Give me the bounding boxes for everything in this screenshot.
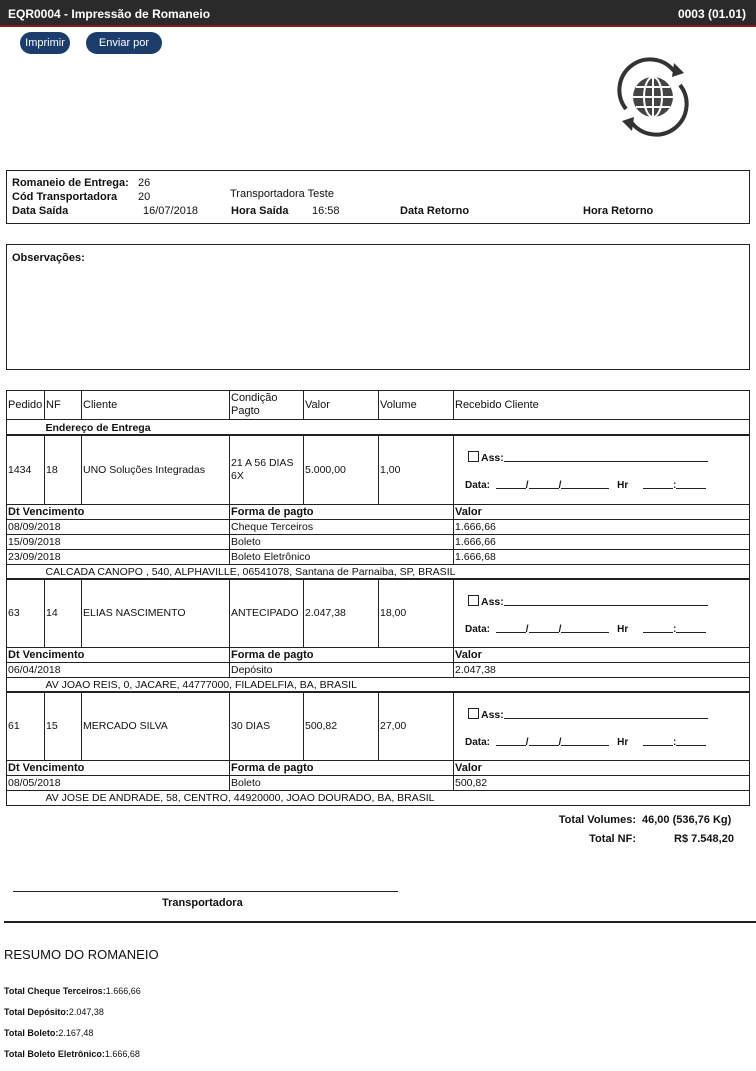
- ass-line: [504, 596, 708, 606]
- total-nf-value: R$ 7.548,20: [674, 833, 734, 845]
- col-cliente: Cliente: [82, 391, 230, 420]
- pedido-cell: 63: [7, 579, 45, 648]
- resumo-item-value: 2.167,48: [58, 1028, 94, 1038]
- payment-row: [7, 663, 750, 678]
- valor-cell: 2.047,38: [304, 579, 379, 648]
- romaneio-info-box: [6, 170, 750, 224]
- ass-line: [504, 709, 708, 719]
- orders-header-table: [6, 390, 750, 436]
- payment-row: [7, 520, 750, 535]
- data-retorno-label: Data Retorno: [400, 205, 470, 217]
- email-button[interactable]: Enviar por Email: [86, 32, 162, 54]
- resumo-item-value: 1.666,66: [105, 986, 141, 996]
- data-saida-value: 16/07/2018: [143, 205, 199, 217]
- vencimento-cell: 08/05/2018: [7, 776, 230, 791]
- vencimento-cell: 15/09/2018: [7, 535, 230, 550]
- total-volumes-label: Total Volumes:: [558, 814, 636, 826]
- address-cell: AV JOSE DE ANDRADE, 58, CENTRO, 44920000, JOAO DOURADO, BA, BRASIL: [45, 791, 750, 806]
- order-table: [6, 691, 750, 806]
- hr-label: Hr: [617, 480, 629, 491]
- nf-cell: 14: [45, 579, 82, 648]
- order-table: [6, 578, 750, 693]
- pay-valor-cell: 2.047,38: [454, 663, 750, 678]
- hr-label: Hr: [617, 624, 629, 635]
- forma-cell: Boleto Eletrônico: [230, 550, 454, 565]
- forma-cell: Cheque Terceiros: [230, 520, 454, 535]
- transportadora-label: Transportadora: [162, 897, 243, 909]
- col-nf: NF: [45, 391, 82, 420]
- address-cell: CALCADA CANOPO , 540, ALPHAVILLE, 06541078, Santana de Parnaiba, SP, BRASIL: [45, 565, 750, 580]
- resumo-item: [4, 1007, 104, 1017]
- ass-label: Ass:: [481, 596, 504, 608]
- condicao-cell: 30 DIAS: [230, 692, 304, 761]
- received-checkbox[interactable]: [468, 708, 479, 719]
- hr-label: Hr: [617, 737, 629, 748]
- signature-cell: Ass: Data: / / Hr :: [454, 692, 750, 761]
- nf-cell: 15: [45, 692, 82, 761]
- resumo-item-value: 1.666,68: [104, 1049, 140, 1059]
- condicao-cell: 21 A 56 DIAS 6X: [230, 435, 304, 505]
- received-checkbox[interactable]: [468, 595, 479, 606]
- col-recebido: Recebido Cliente: [454, 391, 750, 420]
- resumo-item-label: Total Depósito:: [4, 1007, 69, 1017]
- resumo-item-label: Total Boleto:: [4, 1028, 59, 1038]
- resumo-item: [4, 1049, 140, 1059]
- data-label: Data:: [465, 737, 491, 748]
- volume-cell: 18,00: [379, 579, 454, 648]
- condicao-cell: ANTECIPADO: [230, 579, 304, 648]
- hora-saida-label: Hora Saída: [231, 205, 289, 217]
- observacoes-box: [6, 244, 750, 370]
- table-row: [7, 692, 750, 761]
- ass-label: Ass:: [481, 709, 504, 721]
- resumo-item: [4, 1028, 93, 1038]
- vencimento-cell: 23/09/2018: [7, 550, 230, 565]
- payment-row: [7, 776, 750, 791]
- pay-valor-cell: 1.666,68: [454, 550, 750, 565]
- ass-line: [504, 452, 708, 462]
- romaneio-value: 26: [138, 177, 151, 189]
- pedido-cell: 61: [7, 692, 45, 761]
- col-pedido: Pedido: [7, 391, 45, 420]
- table-row: [7, 435, 750, 505]
- payment-header-row: Dt Vencimento Forma de pagto Valor: [7, 505, 750, 520]
- resumo-title: RESUMO DO ROMANEIO: [4, 947, 159, 962]
- forma-cell: Boleto: [230, 776, 454, 791]
- data-saida-label: Data Saída: [12, 205, 69, 217]
- valor-cell: 500,82: [304, 692, 379, 761]
- payment-row: [7, 535, 750, 550]
- hora-retorno-label: Hora Retorno: [583, 205, 654, 217]
- table-row: [7, 579, 750, 648]
- col-valor: Valor: [304, 391, 379, 420]
- pay-valor-cell: 1.666,66: [454, 520, 750, 535]
- cod-transportadora-value: 20: [138, 191, 151, 203]
- cod-transportadora-label: Cód Transportadora: [12, 191, 118, 203]
- resumo-item-label: Total Boleto Eletrônico:: [4, 1049, 105, 1059]
- cliente-cell: ELIAS NASCIMENTO: [82, 579, 230, 648]
- col-endereco: Endereço de Entrega: [45, 420, 750, 436]
- divider: [4, 921, 756, 923]
- order-table: [6, 434, 750, 580]
- payment-row: [7, 550, 750, 565]
- title-bar: [0, 0, 756, 27]
- volume-cell: 1,00: [379, 435, 454, 505]
- carrier-name: Transportadora Teste: [230, 188, 334, 200]
- hora-saida-value: 16:58: [312, 205, 340, 217]
- version-label: 0003 (01.01): [677, 7, 746, 21]
- cliente-cell: UNO Soluções Integradas: [82, 435, 230, 505]
- pedido-cell: 1434: [7, 435, 45, 505]
- payment-header-row: Dt Vencimento Forma de pagto Valor: [7, 761, 750, 776]
- signature-line: [13, 891, 398, 892]
- vencimento-cell: 06/04/2018: [7, 663, 230, 678]
- volume-cell: 27,00: [379, 692, 454, 761]
- romaneio-label: Romaneio de Entrega:: [12, 177, 129, 189]
- resumo-item-value: 2.047,38: [68, 1007, 104, 1017]
- pay-valor-cell: 500,82: [454, 776, 750, 791]
- globe-sync-icon[interactable]: [612, 57, 694, 137]
- col-volume: Volume: [379, 391, 454, 420]
- pay-valor-cell: 1.666,66: [454, 535, 750, 550]
- vencimento-cell: 08/09/2018: [7, 520, 230, 535]
- total-nf-label: Total NF:: [589, 833, 636, 845]
- address-cell: AV JOAO REIS, 0, JACARE, 44777000, FILADELFIA, BA, BRASIL: [45, 678, 750, 693]
- col-condicao: Condição Pagto: [230, 391, 304, 420]
- cliente-cell: MERCADO SILVA: [82, 692, 230, 761]
- signature-cell: Ass: Data: / / Hr :: [454, 435, 750, 505]
- data-label: Data:: [465, 480, 491, 491]
- data-label: Data:: [465, 624, 491, 635]
- resumo-item-label: Total Cheque Terceiros:: [4, 986, 106, 996]
- print-button[interactable]: Imprimir: [20, 32, 70, 54]
- payment-header-row: Dt Vencimento Forma de pagto Valor: [7, 648, 750, 663]
- resumo-item: [4, 986, 141, 996]
- valor-cell: 5.000,00: [304, 435, 379, 505]
- forma-cell: Depósito: [230, 663, 454, 678]
- nf-cell: 18: [45, 435, 82, 505]
- observacoes-label: Observações:: [12, 252, 85, 264]
- total-volumes-value: 46,00 (536,76 Kg): [642, 814, 732, 826]
- address-row: [7, 791, 750, 806]
- signature-cell: Ass: Data: / / Hr :: [454, 579, 750, 648]
- ass-label: Ass:: [481, 452, 504, 464]
- received-checkbox[interactable]: [468, 451, 479, 462]
- forma-cell: Boleto: [230, 535, 454, 550]
- page-title: EQR0004 - Impressão de Romaneio: [8, 7, 211, 21]
